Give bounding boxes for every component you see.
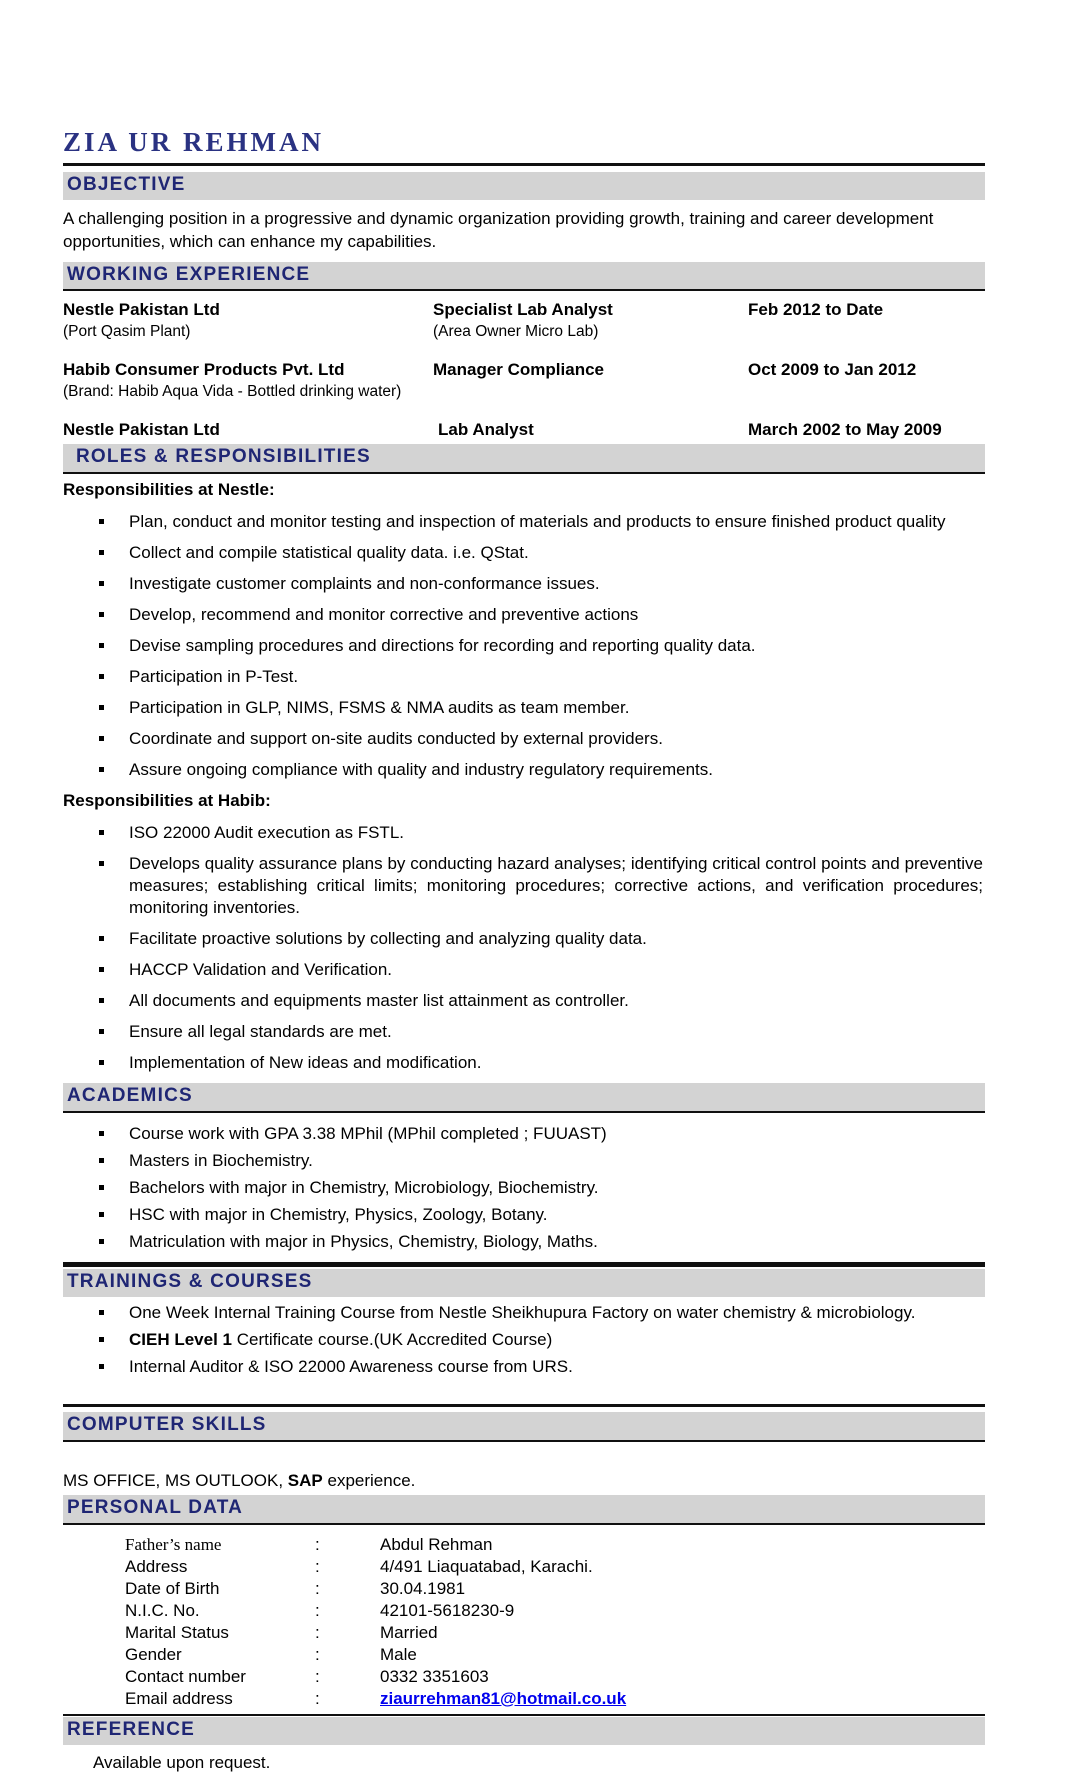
bullet-item: [63, 1231, 985, 1253]
person-name: ZIA UR REHMAN: [63, 127, 325, 157]
email-link[interactable]: ziaurrehman81@hotmail.co.uk: [380, 1688, 627, 1708]
section-rule: [63, 289, 985, 291]
bullet-text: HACCP Validation and Verification.: [129, 960, 393, 980]
bullet-square-icon: [99, 936, 104, 941]
bullet-item: [63, 511, 985, 533]
bullet-text: One Week Internal Training Course from Nestle Sheikhupura Factory on water chemistry & microbiology.: [129, 1303, 916, 1323]
section-header-objective: OBJECTIVE: [63, 172, 985, 200]
bullet-square-icon: [99, 998, 104, 1003]
pd-colon: :: [315, 1578, 320, 1598]
bullet-square-icon: [99, 1158, 104, 1163]
bullet-square-icon: [99, 736, 104, 741]
bullet-text: Masters in Biochemistry.: [129, 1151, 313, 1171]
personal-data-row: [63, 1534, 985, 1556]
bullet-square-icon: [99, 861, 104, 866]
bullet-square-icon: [99, 830, 104, 835]
section-rule: [63, 1404, 985, 1407]
pd-value: Married: [380, 1622, 438, 1642]
bullet-item: [63, 1123, 985, 1145]
computer-skills-text: MS OFFICE, MS OUTLOOK, SAP experience.: [63, 1471, 416, 1491]
job-dates: Oct 2009 to Jan 2012: [748, 360, 917, 380]
bullet-square-icon: [99, 1185, 104, 1190]
bullet-text: Investigate customer complaints and non-conformance issues.: [129, 574, 600, 594]
bullet-item: [63, 959, 985, 981]
personal-data-row: [63, 1666, 985, 1688]
bullet-square-icon: [99, 612, 104, 617]
pd-label: Marital Status: [125, 1622, 229, 1642]
company-name: Habib Consumer Products Pvt. Ltd: [63, 360, 345, 380]
bullet-item: [63, 822, 985, 844]
bullet-item: [63, 853, 985, 919]
bullet-text: All documents and equipments master list attainment as controller.: [129, 991, 629, 1011]
bullet-text: Coordinate and support on-site audits conducted by external providers.: [129, 729, 663, 749]
personal-data-row: [63, 1644, 985, 1666]
company-name: Nestle Pakistan Ltd: [63, 300, 220, 320]
pd-value: 0332 3351603: [380, 1666, 489, 1686]
personal-data-row: [63, 1688, 985, 1710]
bullet-text: Plan, conduct and monitor testing and inspection of materials and products to ensure finished product quality: [129, 512, 946, 532]
job-title: Manager Compliance: [433, 360, 604, 380]
section-rule-thick: [63, 1262, 985, 1267]
bullet-item: [63, 759, 985, 781]
section-rule: [63, 472, 985, 474]
bullet-square-icon: [99, 1364, 104, 1369]
bullet-text: Facilitate proactive solutions by collecting and analyzing quality data.: [129, 929, 647, 949]
pd-colon: :: [315, 1534, 320, 1554]
bullet-square-icon: [99, 581, 104, 586]
section-header-personal-data: PERSONAL DATA: [63, 1495, 985, 1523]
pd-value: 4/491 Liaquatabad, Karachi.: [380, 1556, 593, 1576]
bullet-square-icon: [99, 550, 104, 555]
bullet-square-icon: [99, 1060, 104, 1065]
bullet-square-icon: [99, 674, 104, 679]
bullet-text: Develop, recommend and monitor corrective and preventive actions: [129, 605, 639, 625]
bullet-item: [63, 1302, 985, 1324]
job-title: Specialist Lab Analyst: [433, 300, 613, 320]
bullet-item: [63, 1329, 985, 1351]
reference-text: Available upon request.: [93, 1752, 271, 1772]
section-rule: [63, 1714, 985, 1716]
pd-colon: :: [315, 1688, 320, 1708]
pd-colon: :: [315, 1556, 320, 1576]
pd-label: N.I.C. No.: [125, 1600, 200, 1620]
bullet-text: Implementation of New ideas and modification.: [129, 1053, 482, 1073]
bullet-text: Collect and compile statistical quality data. i.e. QStat.: [129, 543, 529, 563]
section-header-trainings: TRAININGS & COURSES: [63, 1269, 985, 1297]
bullet-square-icon: [99, 643, 104, 648]
company-sub: (Brand: Habib Aqua Vida - Bottled drinking water): [63, 383, 402, 401]
pd-label: Email address: [125, 1688, 233, 1708]
bullet-text: Devise sampling procedures and directions for recording and reporting quality data.: [129, 636, 756, 656]
section-rule: [63, 1111, 985, 1113]
bullet-square-icon: [99, 1337, 104, 1342]
pd-value: Male: [380, 1644, 417, 1664]
bullet-text: Matriculation with major in Physics, Chemistry, Biology, Maths.: [129, 1232, 598, 1252]
bullet-text: Internal Auditor & ISO 22000 Awareness course from URS.: [129, 1357, 573, 1377]
bullet-square-icon: [99, 1131, 104, 1136]
pd-value: Abdul Rehman: [380, 1534, 493, 1554]
experience-entry: [63, 359, 985, 402]
pd-label: Contact number: [125, 1666, 246, 1686]
job-title: Lab Analyst: [438, 420, 534, 440]
bullet-square-icon: [99, 705, 104, 710]
bullet-item: [63, 542, 985, 564]
company-sub: (Port Qasim Plant): [63, 323, 191, 341]
bullet-text: Assure ongoing compliance with quality and industry regulatory requirements.: [129, 760, 713, 780]
bullet-text: Bachelors with major in Chemistry, Microbiology, Biochemistry.: [129, 1178, 599, 1198]
bullet-item: [63, 1052, 985, 1074]
bullet-item: [63, 604, 985, 626]
company-name: Nestle Pakistan Ltd: [63, 420, 220, 440]
bullet-square-icon: [99, 1239, 104, 1244]
section-header-working-experience: WORKING EXPERIENCE: [63, 262, 985, 290]
roles-habib-heading: Responsibilities at Habib:: [63, 791, 271, 811]
pd-label: Address: [125, 1556, 188, 1576]
bullet-square-icon: [99, 1310, 104, 1315]
bullet-text: HSC with major in Chemistry, Physics, Zoology, Botany.: [129, 1205, 548, 1225]
personal-data-row: [63, 1600, 985, 1622]
section-header-roles: ROLES & RESPONSIBILITIES: [63, 444, 985, 472]
pd-colon: :: [315, 1666, 320, 1686]
pd-colon: :: [315, 1600, 320, 1620]
job-title-sub: (Area Owner Micro Lab): [433, 323, 599, 341]
objective-text: A challenging position in a progressive and dynamic organization providing growth, training and career development opportunities, which can enhance my capabilities.: [63, 208, 934, 251]
personal-data-row: [63, 1578, 985, 1600]
bullet-item: [63, 1177, 985, 1199]
section-rule: [63, 1523, 985, 1525]
bullet-text: Participation in P-Test.: [129, 667, 299, 687]
bullet-text: Ensure all legal standards are met.: [129, 1022, 392, 1042]
personal-data-row: [63, 1556, 985, 1578]
bullet-square-icon: [99, 519, 104, 524]
bullet-text: Course work with GPA 3.38 MPhil (MPhil completed ; FUUAST): [129, 1124, 607, 1144]
bullet-item: [63, 1356, 985, 1378]
job-dates: Feb 2012 to Date: [748, 300, 884, 320]
pd-colon: :: [315, 1622, 320, 1642]
pd-label: Father’s name: [125, 1534, 222, 1554]
bullet-text: ISO 22000 Audit execution as FSTL.: [129, 823, 404, 843]
bullet-item: [63, 1150, 985, 1172]
bullet-square-icon: [99, 1029, 104, 1034]
bullet-item: [63, 928, 985, 950]
bullet-text: Participation in GLP, NIMS, FSMS & NMA audits as team member.: [129, 698, 630, 718]
job-dates: March 2002 to May 2009: [748, 420, 942, 440]
bullet-item: [63, 1021, 985, 1043]
section-header-reference: REFERENCE: [63, 1717, 985, 1745]
bullet-square-icon: [99, 767, 104, 772]
section-header-academics: ACADEMICS: [63, 1083, 985, 1111]
experience-entry: [63, 419, 985, 441]
pd-value: 42101-5618230-9: [380, 1600, 515, 1620]
personal-data-row: [63, 1622, 985, 1644]
experience-entry: [63, 299, 985, 342]
bullet-square-icon: [99, 967, 104, 972]
section-rule: [63, 1440, 985, 1442]
bullet-item: [63, 635, 985, 657]
roles-nestle-heading: Responsibilities at Nestle:: [63, 480, 275, 500]
section-header-computer-skills: COMPUTER SKILLS: [63, 1412, 985, 1440]
bullet-item: [63, 697, 985, 719]
name-underline: [63, 163, 985, 166]
pd-label: Gender: [125, 1644, 182, 1664]
bullet-item: [63, 990, 985, 1012]
bullet-item: [63, 1204, 985, 1226]
bullet-text: CIEH Level 1 Certificate course.(UK Accredited Course): [129, 1330, 553, 1350]
bullet-item: [63, 666, 985, 688]
bullet-item: [63, 728, 985, 750]
pd-label: Date of Birth: [125, 1578, 220, 1598]
bullet-square-icon: [99, 1212, 104, 1217]
pd-value: 30.04.1981: [380, 1578, 466, 1598]
bullet-text: Develops quality assurance plans by conducting hazard analyses; identifying critical control points and preventive measures; establishing critical limits; monitoring procedures; corrective actions, and verification procedures; monitoring inventories.: [129, 854, 983, 918]
bullet-item: [63, 573, 985, 595]
pd-colon: :: [315, 1644, 320, 1664]
